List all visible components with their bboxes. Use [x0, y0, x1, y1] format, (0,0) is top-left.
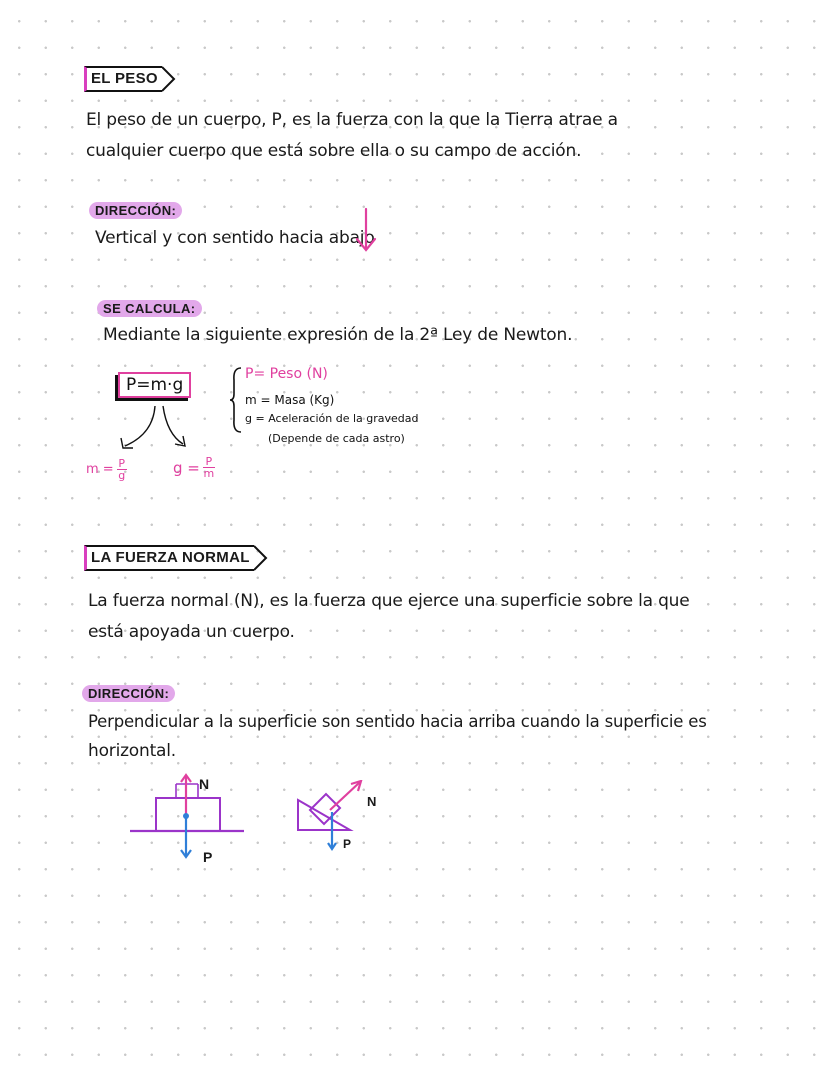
derivation-arrows-icon: [105, 404, 205, 460]
derived-m: m = P g: [86, 457, 126, 482]
legend-g: g = Aceleración de la gravedad: [245, 412, 419, 425]
arrow-down-icon: [354, 207, 378, 253]
section-title-peso: [84, 66, 176, 92]
chevron-right-icon: [162, 66, 176, 92]
section-title-text: LA FUERZA NORMAL: [84, 545, 254, 571]
peso-calcula-text: Mediante la siguiente expresión de la 2ª Ley de Newton.: [103, 325, 573, 345]
horizontal-surface-diagram: [128, 770, 248, 866]
legend-p: P= Peso (N): [245, 366, 328, 382]
label-p-horizontal: P: [203, 849, 213, 865]
normal-line-1: La fuerza normal (N), es la fuerza que ejerce una superficie sobre la que: [88, 591, 690, 611]
chevron-right-icon: [254, 545, 268, 571]
normal-direccion-label: DIRECCIÓN:: [82, 685, 175, 702]
label-n-horizontal: N: [199, 776, 210, 792]
legend-m: m = Masa (Kg): [245, 393, 335, 407]
peso-calcula-label: SE CALCULA:: [97, 300, 202, 317]
section-title-text: EL PESO: [84, 66, 162, 92]
peso-direccion-label: DIRECCIÓN:: [89, 202, 182, 219]
legend-g-note: (Depende de cada astro): [268, 432, 405, 445]
normal-line-2: está apoyada un cuerpo.: [88, 622, 295, 642]
peso-line-1: El peso de un cuerpo, P, es la fuerza con la que la Tierra atrae a: [86, 110, 618, 130]
formula-box: P=m·g: [118, 372, 191, 398]
brace-icon: [229, 366, 243, 434]
label-n-incline: N: [367, 794, 377, 809]
derived-g: g = P m: [173, 455, 215, 480]
peso-direccion-text: Vertical y con sentido hacia abajo: [95, 228, 375, 248]
section-title-normal: [84, 545, 268, 571]
normal-direccion-line-1: Perpendicular a la superficie son sentido hacia arriba cuando la superficie es: [88, 712, 707, 731]
peso-line-2: cualquier cuerpo que está sobre ella o su campo de acción.: [86, 141, 582, 161]
inclined-surface-diagram: [294, 780, 377, 854]
normal-direccion-line-2: horizontal.: [88, 741, 176, 761]
label-p-incline: P: [343, 837, 352, 851]
